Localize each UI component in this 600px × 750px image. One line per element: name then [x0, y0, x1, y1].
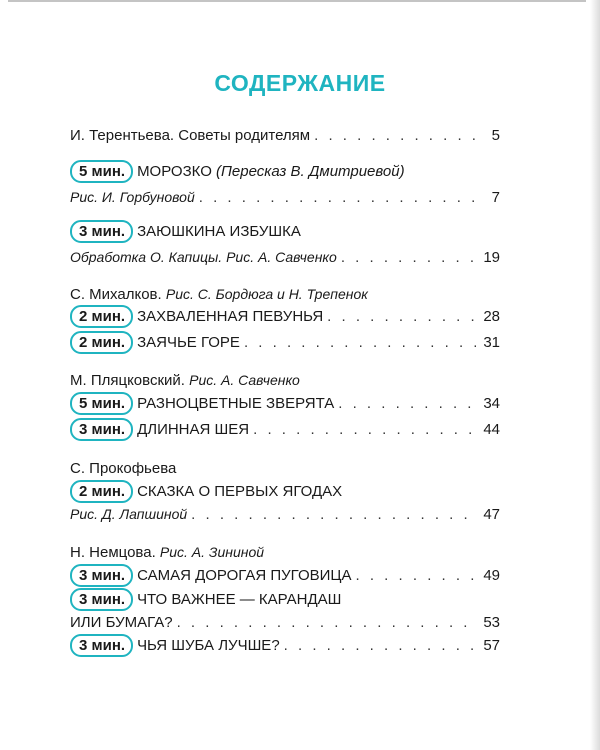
page-number: 57 [483, 636, 500, 654]
toc-line [70, 186, 500, 208]
reading-time-badge: 2 мин. [70, 480, 133, 503]
toc-line [70, 369, 500, 391]
reading-time-badge: 3 мин. [70, 634, 133, 657]
page-number: 19 [483, 248, 500, 266]
toc-line [70, 220, 500, 242]
dot-leader [253, 421, 476, 438]
toc-line [70, 564, 500, 586]
dot-leader [199, 189, 476, 206]
toc-line [70, 392, 500, 414]
toc-line [70, 305, 500, 327]
page-top-edge [8, 0, 586, 2]
dot-leader [244, 334, 476, 351]
reading-time-badge: 3 мин. [70, 418, 133, 441]
page-number: 44 [483, 420, 500, 438]
entry-text: РАЗНОЦВЕТНЫЕ ЗВЕРЯТА [137, 394, 335, 412]
entry-credit: Рис. С. Бордюга и Н. Трепенок [165, 286, 368, 302]
toc-line [70, 283, 500, 305]
reading-time-badge: 3 мин. [70, 564, 133, 587]
reading-time-badge: 5 мин. [70, 160, 133, 183]
entry-text: МОРОЗКО [137, 162, 217, 180]
reading-time-badge: 3 мин. [70, 220, 133, 243]
entry-credit: (Пересказ В. Дмитриевой) [216, 162, 405, 180]
dot-leader [314, 127, 476, 144]
dot-leader [356, 567, 476, 584]
toc-line [70, 611, 500, 633]
entry-credit: Обработка О. Капицы. Рис. А. Савченко [70, 249, 337, 265]
entry-credit: Рис. А. Савченко [189, 372, 300, 388]
page-number: 34 [483, 394, 500, 412]
entry-text: СКАЗКА О ПЕРВЫХ ЯГОДАХ [137, 482, 343, 500]
toc-line [70, 634, 500, 656]
toc-line [70, 331, 500, 353]
dot-leader [338, 395, 476, 412]
dot-leader [341, 249, 476, 266]
entry-text: ИЛИ БУМАГА? [70, 613, 173, 631]
toc-line [70, 418, 500, 440]
page-right-shadow [590, 0, 600, 750]
page-number: 53 [483, 613, 500, 631]
toc-line [70, 457, 500, 479]
entry-text: С. Прокофьева [70, 459, 177, 477]
dot-leader [284, 637, 476, 654]
page-number: 31 [483, 333, 500, 351]
toc-line [70, 160, 500, 182]
entry-text: ДЛИННАЯ ШЕЯ [137, 420, 250, 438]
page-number: 47 [483, 505, 500, 523]
reading-time-badge: 5 мин. [70, 392, 133, 415]
dot-leader [191, 506, 476, 523]
entry-text: ЗАЯЧЬЕ ГОРЕ [137, 333, 240, 351]
toc-line [70, 588, 500, 610]
entry-credit: Рис. А. Зининой [159, 544, 265, 560]
entry-text: С. Михалков. [70, 285, 166, 303]
entry-credit: Рис. И. Горбуновой [70, 189, 195, 205]
reading-time-badge: 2 мин. [70, 331, 133, 354]
entry-credit: Рис. Д. Лапшиной [70, 506, 188, 522]
toc-line [70, 124, 500, 146]
toc-line [70, 541, 500, 563]
entry-text: САМАЯ ДОРОГАЯ ПУГОВИЦА [137, 566, 352, 584]
entry-text: Н. Немцова. [70, 543, 160, 561]
entry-text: И. Терентьева. Советы родителям [70, 126, 311, 144]
dot-leader [327, 308, 476, 325]
entry-text: ЗАХВАЛЕННАЯ ПЕВУНЬЯ [137, 307, 324, 325]
reading-time-badge: 3 мин. [70, 588, 133, 611]
dot-leader [177, 614, 476, 631]
reading-time-badge: 2 мин. [70, 305, 133, 328]
page-number: 28 [483, 307, 500, 325]
page-number: 7 [491, 188, 500, 206]
entry-text: ЧЬЯ ШУБА ЛУЧШЕ? [137, 636, 280, 654]
page-number: 5 [491, 126, 500, 144]
toc-line [70, 503, 500, 525]
entry-text: М. Пляцковский. [70, 371, 190, 389]
toc-line [70, 246, 500, 268]
entry-text: ЧТО ВАЖНЕЕ — КАРАНДАШ [137, 590, 342, 608]
entry-text: ЗАЮШКИНА ИЗБУШКА [137, 222, 301, 240]
page-title: СОДЕРЖАНИЕ [214, 70, 386, 96]
toc-line [70, 480, 500, 502]
page-number: 49 [483, 566, 500, 584]
